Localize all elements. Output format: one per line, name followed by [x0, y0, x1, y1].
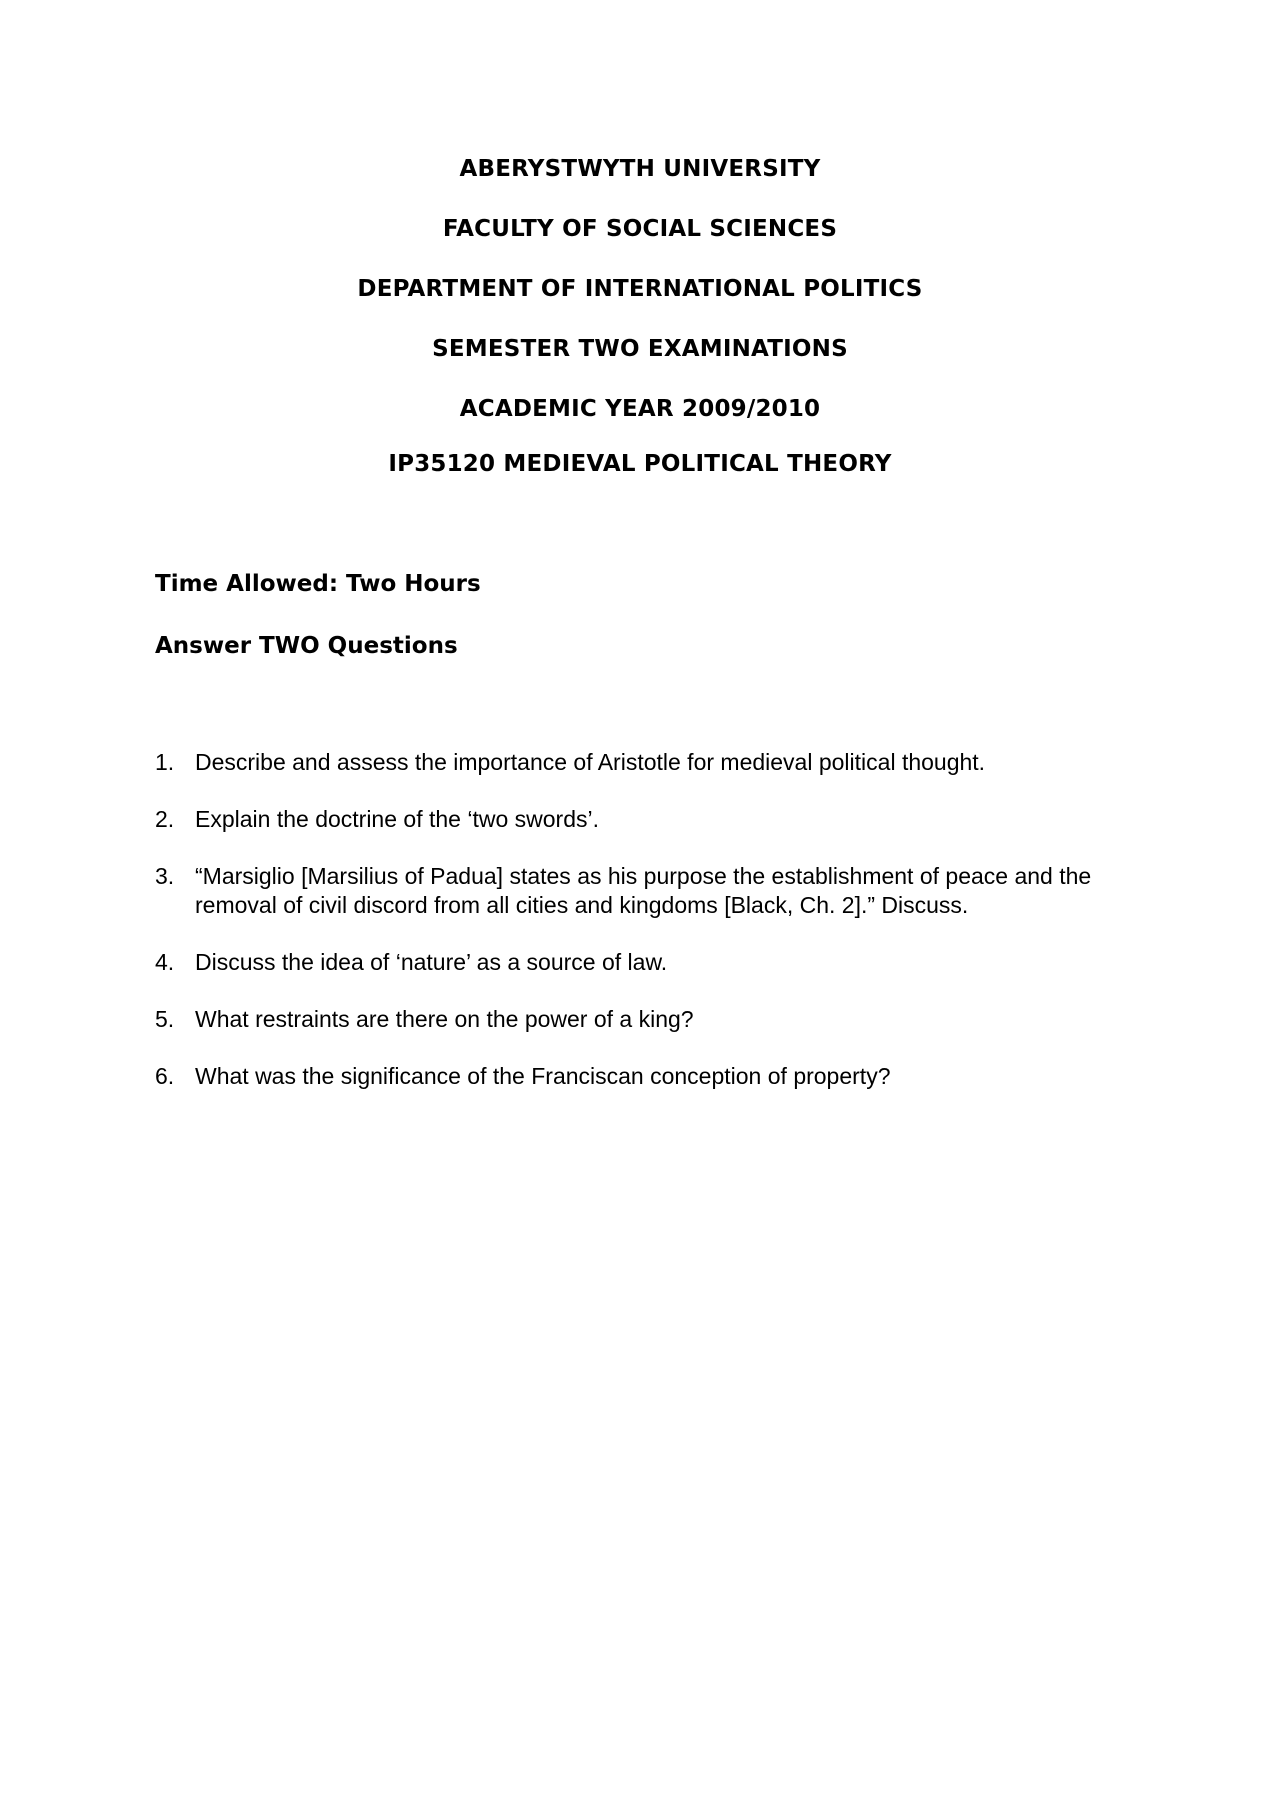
faculty-name: FACULTY OF SOCIAL SCIENCES: [442, 216, 838, 242]
question-item: [155, 862, 1145, 920]
question-text: What was the significance of the Franciscan conception of property?: [195, 1063, 891, 1089]
department-name: DEPARTMENT OF INTERNATIONAL POLITICS: [357, 276, 923, 302]
university-name: ABERYSTWYTH UNIVERSITY: [459, 156, 821, 182]
question-text: “Marsiglio [Marsilius of Padua] states as his purpose the establishment of peace and the removal of civil discord from all cities and kingdoms [Black, Ch. 2].” Discuss.: [195, 863, 1092, 918]
question-item: [155, 1005, 1145, 1034]
academic-year: ACADEMIC YEAR 2009/2010: [459, 396, 821, 422]
question-text: Describe and assess the importance of Aristotle for medieval political thought.: [195, 749, 986, 775]
question-item: [155, 805, 1145, 834]
question-text: Explain the doctrine of the ‘two swords’.: [195, 806, 599, 832]
question-text: What restraints are there on the power of a king?: [195, 1006, 694, 1032]
question-item: [155, 748, 1145, 777]
time-allowed: Time Allowed: Two Hours: [155, 571, 481, 597]
question-number: 4.: [155, 949, 175, 975]
question-number: 2.: [155, 806, 175, 832]
question-number: 3.: [155, 863, 175, 889]
exam-period: SEMESTER TWO EXAMINATIONS: [432, 336, 848, 362]
question-list: [155, 748, 1145, 1119]
answer-instruction: Answer TWO Questions: [155, 633, 458, 659]
question-number: 6.: [155, 1063, 175, 1089]
question-number: 5.: [155, 1006, 175, 1032]
question-text: Discuss the idea of ‘nature’ as a source of law.: [195, 949, 668, 975]
question-item: [155, 948, 1145, 977]
module-title: IP35120 MEDIEVAL POLITICAL THEORY: [388, 451, 892, 477]
question-number: 1.: [155, 749, 175, 775]
question-item: [155, 1062, 1145, 1091]
